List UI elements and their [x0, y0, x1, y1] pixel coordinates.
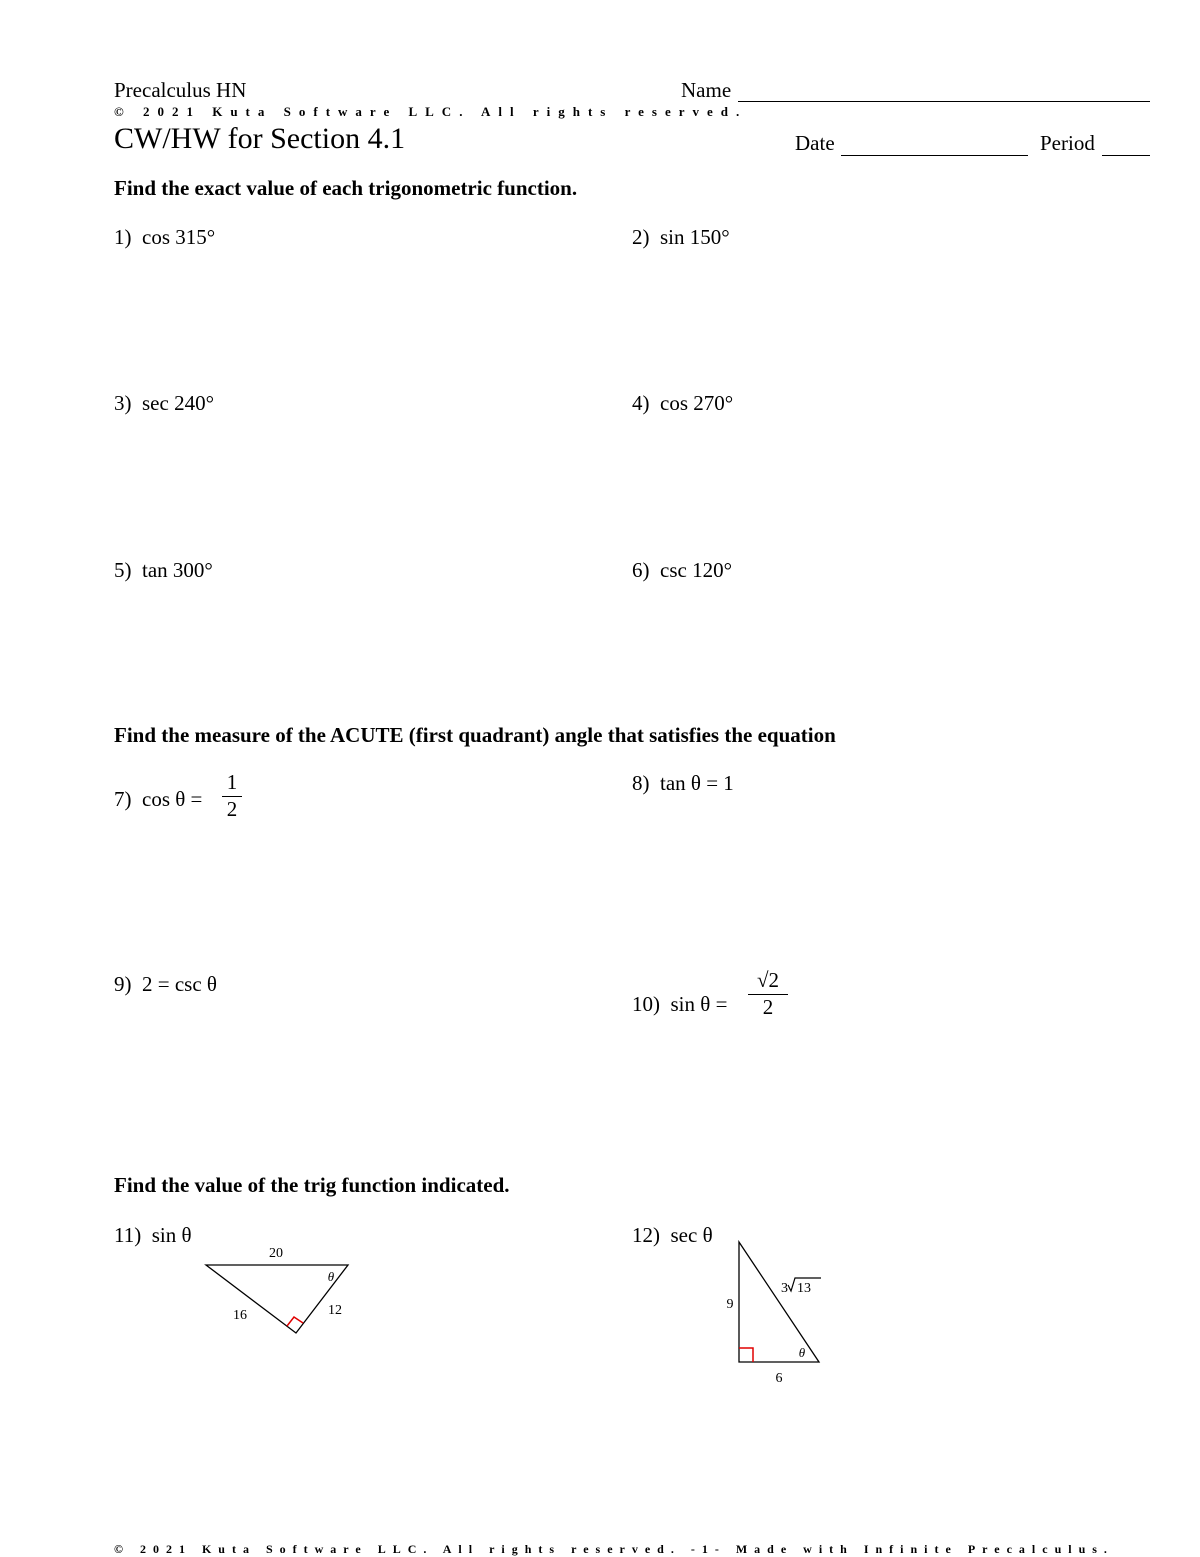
problem-number: 7) [114, 787, 132, 811]
angle-label: θ [327, 1269, 335, 1284]
copyright-notice: © 2021 Kuta Software LLC. All rights reserved. [114, 104, 748, 119]
problem-number: 5) [114, 558, 132, 582]
problem-expression: sec 240° [142, 391, 214, 415]
problem-10 [632, 992, 727, 1017]
problem-expression: csc 120° [660, 558, 732, 582]
problem-expression: sin θ = [670, 992, 728, 1016]
problem-3 [114, 391, 214, 416]
date-label: Date [795, 131, 835, 155]
triangle-outline [739, 1242, 819, 1362]
problem-expression: 2 = csc θ [142, 972, 217, 996]
right-angle-marker [287, 1317, 303, 1326]
problem-expression: tan θ = 1 [660, 771, 734, 795]
problem-7 [114, 787, 202, 812]
name-blank[interactable] [738, 101, 1150, 102]
side-label-left: 16 [233, 1308, 247, 1323]
problem-number: 3) [114, 391, 132, 415]
problem-number: 12) [632, 1223, 660, 1247]
problem-1 [114, 225, 215, 250]
fraction-denominator: 2 [762, 995, 774, 1019]
right-angle-marker [739, 1348, 753, 1362]
period-label: Period [1040, 131, 1095, 155]
problem-9 [114, 972, 217, 997]
section-2-instruction: Find the measure of the ACUTE (first quadrant) angle that satisfies the equation [114, 723, 836, 747]
problem-4 [632, 391, 733, 416]
problem-number: 9) [114, 972, 132, 996]
problem-12 [632, 1223, 713, 1248]
period-blank[interactable] [1102, 155, 1150, 156]
problem-number: 11) [114, 1223, 142, 1247]
problem-5 [114, 558, 213, 583]
problem-number: 2) [632, 225, 650, 249]
section-3-instruction: Find the value of the trig function indicated. [114, 1173, 510, 1197]
section-1-instruction: Find the exact value of each trigonometric function. [114, 176, 578, 200]
problem-expression: cos 315° [142, 225, 216, 249]
triangle-diagram-11 [190, 1240, 370, 1350]
problem-number: 8) [632, 771, 650, 795]
course-name: Precalculus HN [114, 78, 247, 102]
fraction-7 [222, 770, 242, 822]
angle-label: θ [798, 1345, 806, 1360]
problem-2 [632, 225, 730, 250]
fraction-numerator: √2 [756, 968, 780, 992]
triangle-diagram-12 [715, 1235, 835, 1385]
side-label-hypotenuse [781, 1278, 821, 1296]
problem-expression: cos θ = [142, 787, 203, 811]
problem-expression: cos 270° [660, 391, 734, 415]
problem-6 [632, 558, 732, 583]
name-label: Name [681, 78, 732, 102]
problem-expression: sin θ [151, 1223, 192, 1247]
problem-number: 10) [632, 992, 660, 1016]
fraction-denominator: 2 [226, 797, 238, 821]
fraction-numerator: 1 [226, 770, 238, 794]
problem-expression: tan 300° [142, 558, 213, 582]
problem-number: 1) [114, 225, 132, 249]
date-blank[interactable] [841, 155, 1028, 156]
problem-expression: sec θ [670, 1223, 713, 1247]
hypotenuse-radicand: 13 [797, 1281, 811, 1296]
problem-11 [114, 1223, 192, 1248]
problem-8 [632, 771, 734, 796]
side-label-right: 12 [328, 1303, 342, 1318]
hypotenuse-coefficient: 3 [781, 1281, 788, 1296]
problem-number: 4) [632, 391, 650, 415]
side-label-left: 9 [726, 1297, 734, 1312]
problem-expression: sin 150° [660, 225, 730, 249]
side-label-top: 20 [269, 1246, 283, 1261]
page-footer: © 2021 Kuta Software LLC. All rights reserved. -1- Made with Infinite Precalculus. [114, 1542, 1114, 1556]
side-label-bottom: 6 [775, 1371, 783, 1385]
fraction-10 [748, 968, 788, 1020]
page-title: CW/HW for Section 4.1 [114, 122, 406, 155]
problem-number: 6) [632, 558, 650, 582]
triangle-outline [206, 1265, 348, 1333]
